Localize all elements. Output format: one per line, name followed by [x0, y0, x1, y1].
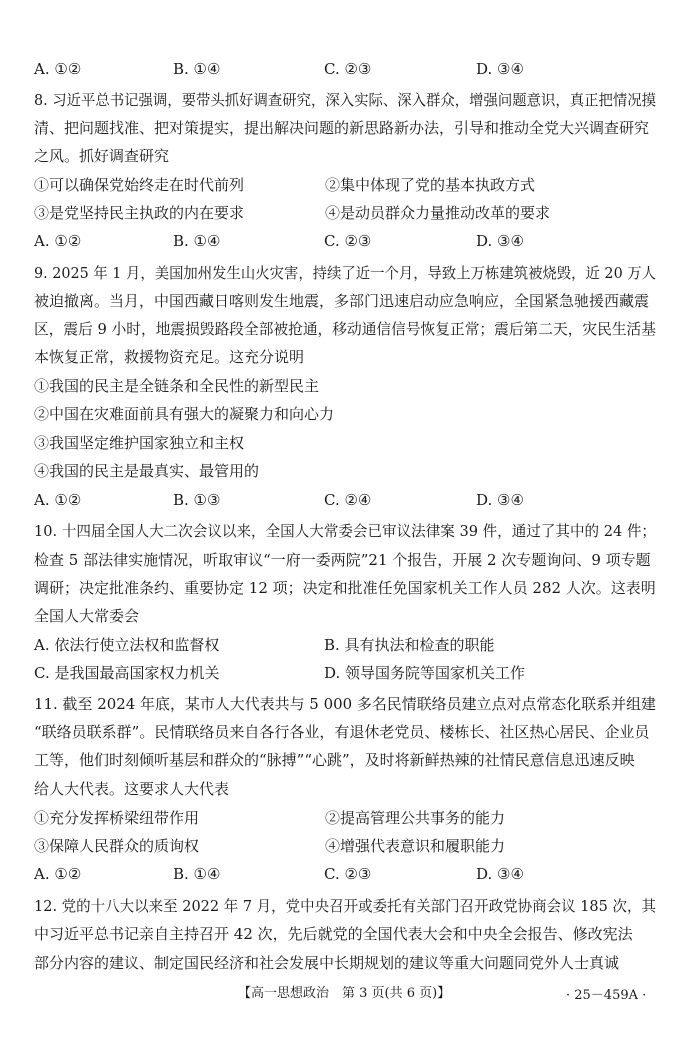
- q9-statement-2: ②中国在灾难面前具有强大的凝聚力和向心力: [34, 405, 335, 423]
- q11-stem-line-1: 11. 截至 2024 年底，某市人大代表共与 5 000 多名民情联络员建立点对点常态化联系并组建: [34, 695, 657, 713]
- q8-option-d: D. ③④: [476, 232, 524, 250]
- q12-stem-line-3: 部分内容的建议、制定国民经济和社会发展中长期规划的建议等重大问题同党外人士真诚: [34, 954, 620, 972]
- q8-stem-line-1: 8. 习近平总书记强调，要带头抓好调查研究，深入实际、深入群众，增强问题意识，真正把情况摸: [34, 91, 657, 109]
- q7-option-b: B. ①④: [173, 60, 221, 78]
- q11-option-b: B. ①④: [173, 865, 221, 883]
- q12-stem-line-2: 中习近平总书记亲自主持召开 42 次，先后就党的全国代表大会和中央全会报告、修改宪法: [34, 925, 633, 943]
- q9-option-a: A. ①②: [34, 491, 82, 509]
- q8-stem-line-2: 清、把问题找准、把对策提实，提出解决问题的新思路新办法，引导和推动全党大兴调查研究: [34, 119, 650, 137]
- q11-stem-line-2: “联络员联系群”。民情联络员来自各行各业，有退休老党员、楼栋长、社区热心居民、企业员: [34, 723, 650, 741]
- q11-stem-line-3: 工等，他们时刻倾听基层和群众的“脉搏”“心跳”，及时将新鲜热辣的社情民意信息迅速反映: [34, 751, 635, 769]
- q10-option-c: C. 是我国最高国家权力机关: [34, 664, 220, 682]
- q11-statement-2: ②提高管理公共事务的能力: [325, 809, 506, 827]
- q7-option-c: C. ②③: [324, 60, 372, 78]
- q10-stem-line-3: 调研；决定批准条约、重要协定 12 项；决定和批准任免国家机关工作人员 282 人次。这表明: [34, 579, 656, 597]
- q9-option-c: C. ②④: [324, 491, 372, 509]
- q11-option-d: D. ③④: [476, 865, 524, 883]
- q9-stem-line-2: 被迫撤离。当月，中国西藏日喀则发生地震，多部门迅速启动应急响应，全国紧急驰援西藏震: [34, 292, 650, 310]
- q10-stem-line-2: 检查 5 部法律实施情况，听取审议“一府一委两院”21 个报告，开展 2 次专题询问、9 项专题: [34, 551, 651, 569]
- q10-option-d: D. 领导国务院等国家机关工作: [324, 664, 526, 682]
- page-footer: 【高一思想政治 第 3 页(共 6 页)】: [238, 986, 451, 1001]
- q10-stem-line-1: 10. 十四届全国人大二次会议以来，全国人大常委会已审议法律案 39 件，通过了其中的 24 件；: [34, 522, 656, 540]
- q9-stem-line-4: 本恢复正常，救援物资充足。这充分说明: [34, 348, 305, 366]
- q11-option-c: C. ②③: [324, 865, 372, 883]
- q9-option-b: B. ①③: [173, 491, 221, 509]
- q9-statement-3: ③我国坚定维护国家独立和主权: [34, 434, 245, 452]
- q8-statement-2: ②集中体现了党的基本执政方式: [325, 176, 536, 194]
- q11-statement-4: ④增强代表意识和履职能力: [325, 837, 506, 855]
- q8-option-a: A. ①②: [34, 232, 82, 250]
- q10-stem-line-4: 全国人大常委会: [34, 607, 140, 625]
- q11-stem-line-4: 给人大代表。这要求人大代表: [34, 780, 230, 798]
- q9-option-d: D. ③④: [476, 491, 524, 509]
- q9-statement-4: ④我国的民主是最真实、最管用的: [34, 462, 260, 480]
- q8-statement-3: ③是党坚持民主执政的内在要求: [34, 204, 245, 222]
- q8-option-b: B. ①④: [173, 232, 221, 250]
- q8-statement-1: ①可以确保党始终走在时代前列: [34, 176, 245, 194]
- q7-option-a: A. ①②: [34, 60, 82, 78]
- exam-code: · 25－459A ·: [566, 988, 647, 1003]
- q9-statement-1: ①我国的民主是全链条和全民性的新型民主: [34, 377, 320, 395]
- q11-option-a: A. ①②: [34, 865, 82, 883]
- q10-option-b: B. 具有执法和检查的职能: [324, 636, 495, 654]
- q9-stem-line-3: 区，震后 9 小时，地震损毁路段全部被抢通，移动通信信号恢复正常；震后第二天，灾民生活基: [34, 320, 656, 338]
- q8-statement-4: ④是动员群众力量推动改革的要求: [325, 204, 551, 222]
- q10-option-a: A. 依法行使立法权和监督权: [34, 636, 220, 654]
- q11-statement-3: ③保障人民群众的质询权: [34, 837, 200, 855]
- q8-option-c: C. ②③: [324, 232, 372, 250]
- q7-option-d: D. ③④: [476, 60, 524, 78]
- q11-statement-1: ①充分发挥桥梁纽带作用: [34, 809, 200, 827]
- q12-stem-line-1: 12. 党的十八大以来至 2022 年 7 月，党中央召开或委托有关部门召开政党协商会议 185 次，其: [34, 897, 656, 915]
- q9-stem-line-1: 9. 2025 年 1 月，美国加州发生山火灾害，持续了近一个月，导致上万栋建筑被烧毁，近 20 万人: [34, 264, 656, 282]
- q8-stem-line-3: 之风。抓好调查研究: [34, 147, 170, 165]
